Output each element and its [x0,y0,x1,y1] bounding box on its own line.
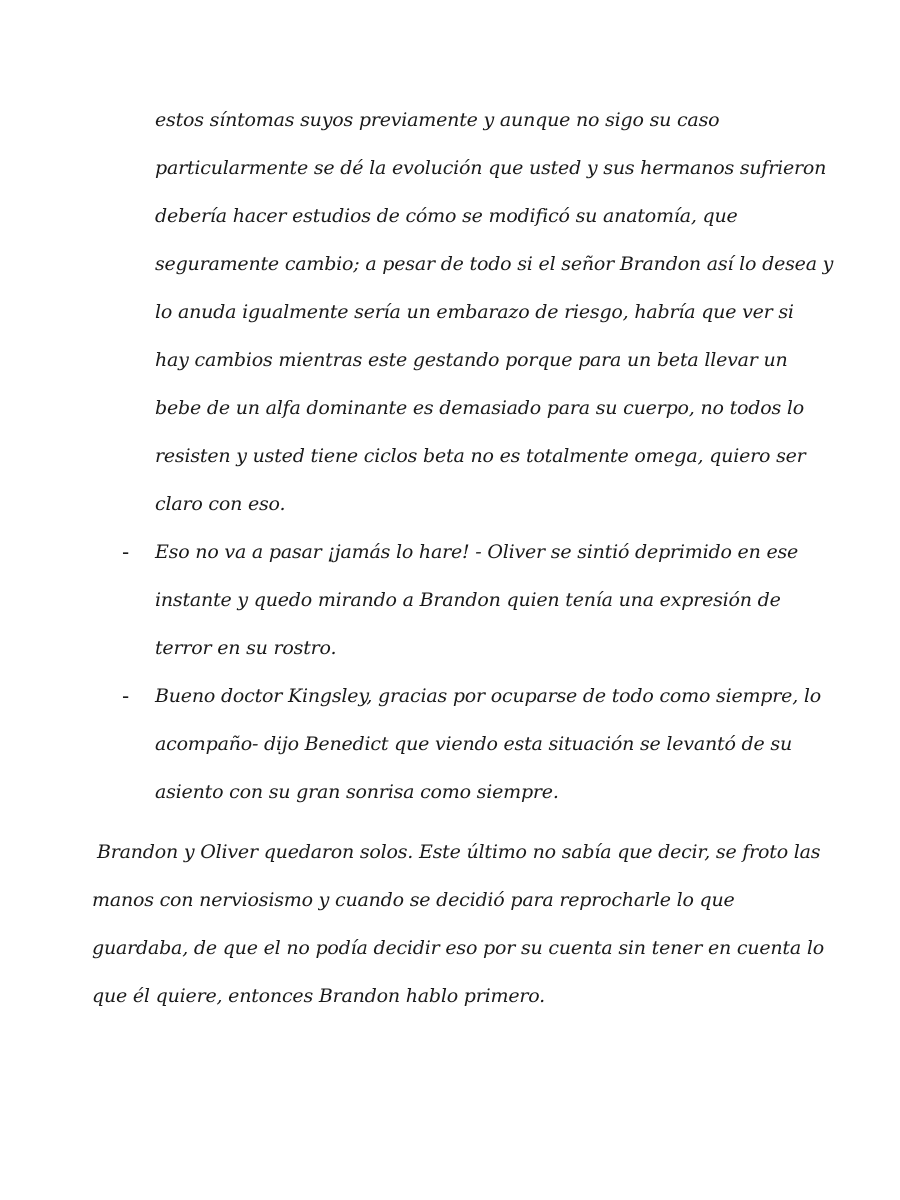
text-line: Eso no va a pasar ¡jamás lo hare! - Oliver se sintió deprimido en ese [155,541,799,563]
text-line: Brandon y Oliver quedaron solos. Este último no sabía que decir, se froto las [97,841,821,863]
text-line: que él quiere, entonces Brandon hablo primero. [92,985,546,1007]
text-line: acompaño- dijo Benedict que viendo esta situación se levantó de su [155,733,792,755]
bullet-marker: - [122,684,130,708]
text-line: resisten y usted tiene ciclos beta no es totalmente omega, quiero ser [155,445,806,467]
text-line: bebe de un alfa dominante es demasiado para su cuerpo, no todos lo [155,397,804,419]
bullet-marker: - [122,540,130,564]
text-line: lo anuda igualmente sería un embarazo de riesgo, habría que ver si [155,301,794,323]
text-line: asiento con su gran sonrisa como siempre. [155,781,559,803]
text-line: terror en su rostro. [155,637,337,659]
text-line: estos síntomas suyos previamente y aunque no sigo su caso [155,109,720,131]
text-line: hay cambios mientras este gestando porque para un beta llevar un [155,349,788,371]
text-line: particularmente se dé la evolución que usted y sus hermanos sufrieron [155,157,827,179]
text-line: guardaba, de que el no podía decidir eso por su cuenta sin tener en cuenta lo [92,937,824,959]
text-line: seguramente cambio; a pesar de todo si el señor Brandon así lo desea y [155,253,834,275]
text-line: debería hacer estudios de cómo se modificó su anatomía, que [155,205,738,227]
text-line: Bueno doctor Kingsley, gracias por ocuparse de todo como siempre, lo [155,685,821,707]
text-line: claro con eso. [155,493,286,515]
text-line: manos con nerviosismo y cuando se decidió para reprocharle lo que [92,889,735,911]
text-line: instante y quedo mirando a Brandon quien tenía una expresión de [155,589,781,611]
